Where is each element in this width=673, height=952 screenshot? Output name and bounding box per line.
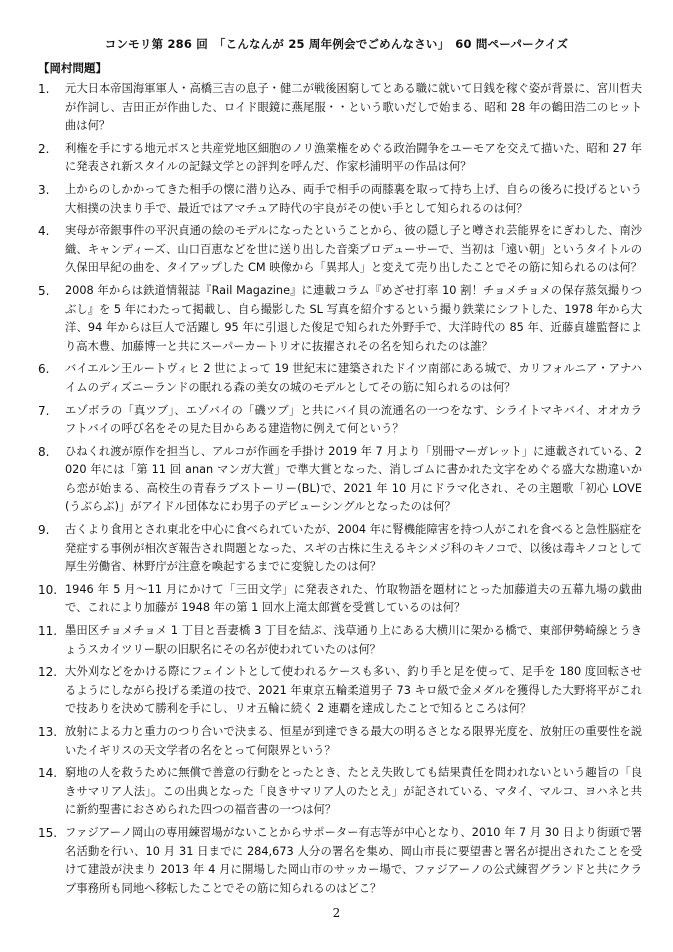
- question-item: [38, 622, 642, 659]
- question-text: 元大日本帝国海軍軍人・高橋三吉の息子・健二が戦後困窮してとある職に就いて日銭を稼ぐ姿が背景に、宮川哲夫が作詞し、吉田正が作曲した、ロイド眼鏡に燕尾服・・という歌いだしで始まる、昭和 28 年の鶴田浩二のヒット曲は何？: [65, 82, 642, 133]
- question-text: 2008 年からは鉄道情報誌『Rail Magazine』に連載コラム『めざせ打率 10 割！チョメチョメの保存蒸気撮りつぶし』を 5 年にわたって掲載し、自ら撮影した SL 写真を紹介するという撮り鉄業にシフトした、1978 年から大洋、94 年からは巨人で活躍し 95 年に引退した俊足で知られた外野手で、大洋時代の 85 年、近藤貞雄監督により高木豊、加藤博一と共にスーパーカートリオに抜擢されその名を知られたのは誰？: [65, 283, 642, 353]
- question-text: 1946 年 5 月～11 月にかけて「三田文学」に発表された、竹取物語を題材にとった加藤道夫の五幕九場の戯曲で、これにより加藤が 1948 年の第 1 回水上滝太郎賞を受賞しているのは何？: [65, 582, 642, 615]
- question-item: [38, 764, 642, 820]
- section-heading: 【岡村問題】: [38, 61, 107, 75]
- question-item: [38, 521, 642, 577]
- question-item: [38, 824, 642, 898]
- question-item: [38, 663, 642, 719]
- question-number: 13.: [38, 725, 58, 739]
- question-text: バイエルン王ルートヴィヒ 2 世によって 19 世紀末に建築されたドイツ南部にある城で、カリフォルニア・アナハイムのディズニーランドの眠れる森の美女の城のモデルとしてその筋に知られるのは何？: [65, 362, 642, 394]
- question-number: 4.: [38, 224, 50, 239]
- question-text: エゾボラの「真ツブ」、エゾバイの「磯ツブ」と共にバイ貝の流通名の一つをなす、シライトマキバイ、オオカラフトバイの呼び名をその見た目からある建造物に例えて何という？: [65, 403, 642, 436]
- question-number: 11.: [38, 624, 58, 639]
- question-text: 墨田区チョメチョメ 1 丁目と吾妻橋 3 丁目を結ぶ、浅草通り上にある大横川に架かる橋で、東部伊勢崎線とうきょうスカイツリー駅の旧駅名にその名が使われていたのは何？: [65, 624, 642, 656]
- question-item: [38, 140, 642, 177]
- question-number: 12.: [38, 665, 58, 680]
- page-number: 2: [332, 906, 341, 920]
- question-number: 7.: [38, 403, 50, 418]
- question-text: 実母が帝銀事件の平沢貞通の絵のモデルになったということから、彼の隠し子と噂され芸能界をにぎわした、南沙織、キャンディーズ、山口百恵などを世に送り出した音楽プロデューサーで、当初は「遠い朝」というタイトルの久保田早紀の曲を、タイアップした CM 映像から「異邦人」と変えて売り出したことでその筋に知られるのは何？: [65, 224, 643, 275]
- question-number: 15.: [38, 825, 58, 840]
- question-text: 上からのしかかってきた相手の懐に潜り込み、両手で相手の両膝裏を取って持ち上げ、自らの後ろに投げるという大相撲の決まり手で、最近ではアマチュア時代の宇良がその使い手として知られるのは何？: [65, 182, 642, 215]
- question-text: ファジアーノ岡山の専用練習場がないことからサポーター有志等が中心となり、2010 年 7 月 30 日より街頭で署名活動を行い、10 月 31 日までに 284,673 人分の署名を集め、岡山市長に要望書と署名が提出されたことを受けて建設が決まり 2013 年 4 月に開場した岡山市のサッカー場で、ファジアーノの公式練習グランドと共にクラブ事務所も同地へ移転したことでその筋に知られるのはどこ？: [65, 825, 642, 895]
- question-item: [38, 80, 642, 136]
- question-text: ひねくれ渡が原作を担当し、アルコが作画を手掛け 2019 年 7 月より「別冊マーガレット」に連載されている、2020 年には「第 11 回 anan マンガ大賞」で準大賞となった、消しゴムに書かれた文字をめぐる盛大な勘違いから恋が始まる、高校生の青春ラブストーリー(BL)で、2021 年 10 月にドラマ化され、その主題歌「初心 LOVE(うぶらぶ)」がアイドル団体なにわ男子のデビューシングルとなったのは何？: [65, 444, 642, 514]
- question-list: [38, 80, 642, 902]
- question-number: 2.: [38, 141, 50, 156]
- question-text: 窮地の人を救うために無償で善意の行動をとったとき、たとえ失敗しても結果責任を問われないという趣旨の「良きサマリア人法」。この出典となった「良きサマリア人のたとえ」が記されている、マタイ、マルコ、ヨハネと共に新約聖書におさめられた四つの福音書の一つは何？: [65, 766, 642, 817]
- question-text: 大外刈などをかける際にフェイントとして使われるケースも多い、釣り手と足を使って、足手を 180 度回転させるようにしながら投げる柔道の技で、2021 年東京五輪柔道男子 73 キロ級で金メダルを獲得した大野将平がこれで技ありを決めて勝利を手にし、リオ五輪に続く 2 連覇を達成したことで知るところは何？: [65, 665, 642, 716]
- question-item: [38, 443, 642, 517]
- question-number: 6.: [38, 362, 50, 377]
- question-number: 9.: [38, 523, 50, 538]
- question-item: [38, 282, 642, 356]
- question-text: 放射による力と重力のつり合いで決まる、恒星が到達できる最大の明るさとなる限界光度を、放射圧の重要性を説いたイギリスの天文学者の名をとって何限界という？: [65, 725, 642, 757]
- question-number: 10.: [38, 582, 58, 597]
- question-text: 利権を手にする地元ボスと共産党地区細胞のノリ漁業権をめぐる政治闘争をユーモアを交えて描いた、昭和 27 年に発表され新スタイルの記録文学との評判を呼んだ、作家杉浦明平の作品は何？: [65, 141, 642, 174]
- question-text: 古くより食用とされ東北を中心に食べられていたが、2004 年に腎機能障害を持つ人がこれを食べると急性脳症を発症する事例が相次ぎ報告され問題となった、スギの古株に生えるキシメジ科のキノコで、以後は毒キノコとして厚生労働省、林野庁が注意を喚起するまでに変貌したのは何？: [65, 523, 642, 574]
- question-item: [38, 402, 642, 439]
- question-number: 8.: [38, 444, 50, 459]
- question-number: 14.: [38, 766, 58, 781]
- question-item: [38, 581, 642, 618]
- question-number: 1.: [38, 82, 50, 96]
- page-title: コンモリ第 286 回 「こんなんが 25 周年例会でごめんなさい」 60 問ペーパークイズ: [104, 37, 569, 51]
- question-number: 5.: [38, 283, 50, 298]
- question-item: [38, 360, 642, 397]
- question-number: 3.: [38, 182, 50, 197]
- question-item: [38, 222, 642, 278]
- question-item: [38, 723, 642, 760]
- question-item: [38, 181, 642, 218]
